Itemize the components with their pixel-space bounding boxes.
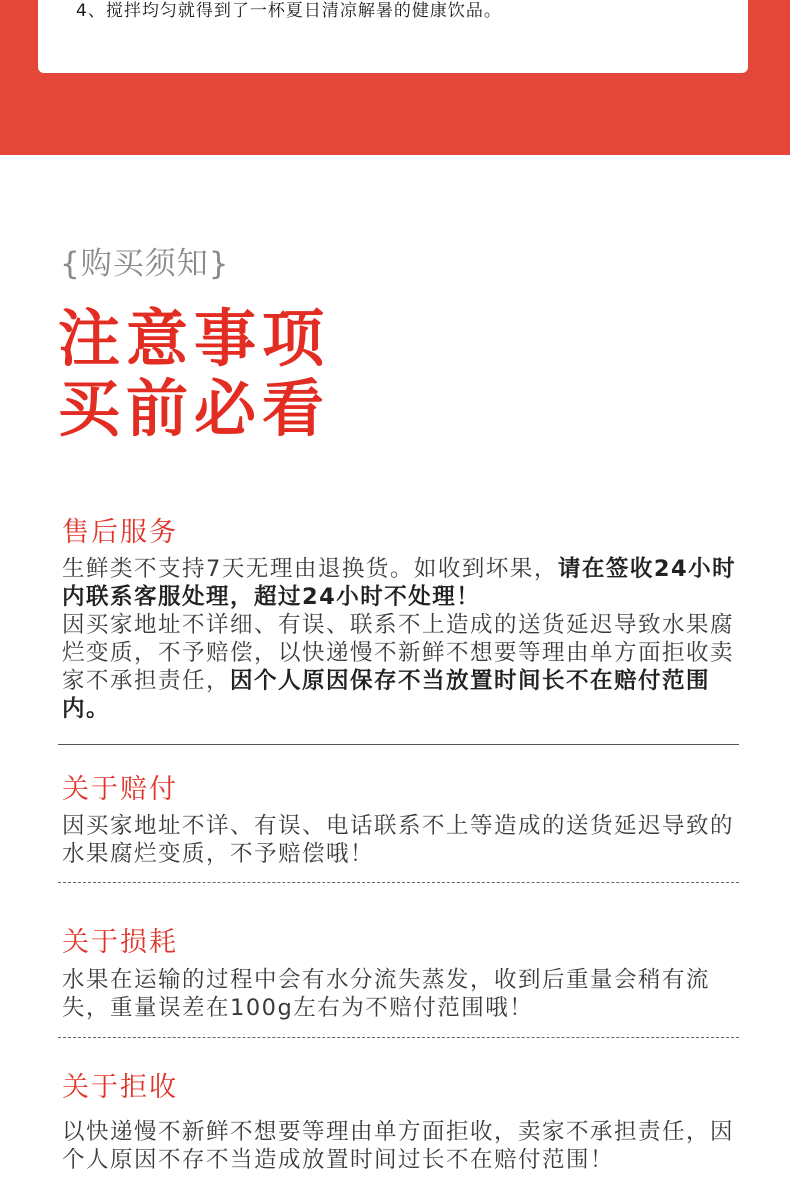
section-divider-solid bbox=[58, 744, 739, 745]
compensation-body: 因买家地址不详、有误、电话联系不上等造成的送货延迟导致的水果腐烂变质，不予赔偿哦！ bbox=[62, 813, 735, 867]
purchase-notice-label: {购买须知} bbox=[60, 246, 230, 282]
recipe-step-4: 4、搅拌均匀就得到了一杯夏日清凉解暑的健康饮品。 bbox=[76, 1, 502, 21]
loss-body: 水果在运输的过程中会有水分流失蒸发，收到后重量会稍有流失，重量误差在100g左右为不赔付范围哦！ bbox=[62, 967, 711, 1021]
compensation-title: 关于赔付 bbox=[62, 774, 178, 805]
heading-must-read: 买前必看 bbox=[58, 372, 331, 445]
after-sales-text-1: 生鲜类不支持7天无理由退换货。如收到坏果， bbox=[62, 556, 558, 582]
after-sales-emphasis-1: 请在签收24小时内联系客服处理，超过24小时不处理！ bbox=[62, 556, 737, 610]
section-divider-dashed-1 bbox=[58, 882, 739, 883]
after-sales-text-2: 因买家地址不详细、有误、联系不上造成的送货延迟导致水果腐烂变质，不予赔偿，以快递慢不新鲜不想要等理由单方面拒收卖家不承担责任， bbox=[62, 612, 735, 694]
after-sales-emphasis-2: 因个人原因保存不当放置时间长不在赔付范围内。 bbox=[62, 668, 711, 722]
after-sales-title: 售后服务 bbox=[62, 517, 178, 548]
recipe-steps-card bbox=[38, 0, 748, 73]
top-red-band bbox=[0, 0, 790, 155]
after-sales-body bbox=[62, 555, 742, 723]
loss-title: 关于损耗 bbox=[62, 927, 178, 958]
rejection-title: 关于拒收 bbox=[62, 1072, 178, 1103]
rejection-body: 以快递慢不新鲜不想要等理由单方面拒收，卖家不承担责任，因个人原因不存不当造成放置时间过长不在赔付范围！ bbox=[62, 1119, 735, 1173]
section-divider-dashed-2 bbox=[58, 1037, 739, 1038]
heading-notice: 注意事项 bbox=[58, 302, 331, 375]
